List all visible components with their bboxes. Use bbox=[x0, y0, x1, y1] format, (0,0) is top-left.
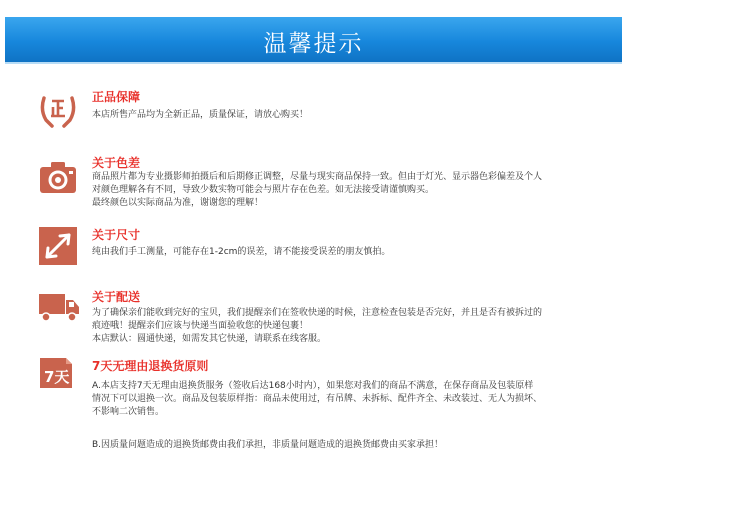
section-size bbox=[38, 226, 638, 270]
section-title: 关于配送 bbox=[92, 290, 141, 304]
section-text: 情况下可以退换一次。商品及包装原样指：商品未使用过，有吊牌、未拆标、配件齐全、未改装过、无人为损坏、 bbox=[92, 394, 543, 404]
section-text: B.因质量问题造成的退换货邮费由我们承担，非质量问题造成的退换货邮费由买家承担！ bbox=[92, 440, 444, 450]
section-text: A.本店支持7天无理由退换货服务（签收后达168小时内），如果您对我们的商品不满意，在保存商品及包装原样 bbox=[92, 381, 534, 391]
truck-icon bbox=[38, 288, 80, 328]
section-text: 纯由我们手工测量，可能存在1-2cm的误差，请不能接受误差的朋友慎拍。 bbox=[92, 247, 391, 257]
genuine-hands-icon bbox=[38, 90, 78, 130]
section-delivery bbox=[38, 288, 638, 350]
section-title: 正品保障 bbox=[92, 90, 141, 104]
section-text: 为了确保亲们能收到完好的宝贝，我们提醒亲们在签收快递的时候，注意检查包装是否完好，并且是否有被拆过的 bbox=[92, 308, 543, 318]
section-text: 本店所售产品均为全新正品，质量保证，请放心购买！ bbox=[92, 110, 309, 120]
seven-days-icon bbox=[38, 354, 74, 390]
section-color bbox=[38, 154, 638, 216]
section-return-policy bbox=[38, 354, 638, 464]
section-text: 最终颜色以实际商品为准，谢谢您的理解！ bbox=[92, 198, 264, 208]
camera-icon bbox=[38, 158, 78, 198]
seven-days-icon-text: 7天 bbox=[44, 368, 70, 386]
section-title: 关于色差 bbox=[92, 156, 141, 170]
section-text: 对颜色理解各有不同，导致少数实物可能会与照片存在色差。如无法接受请谨慎购买。 bbox=[92, 185, 435, 195]
section-title: 关于尺寸 bbox=[92, 228, 141, 242]
section-text: 痕迹哦！提醒亲们应该与快递当面验收您的快递包裹！ bbox=[92, 321, 309, 331]
section-genuine bbox=[38, 88, 638, 128]
section-text: 本店默认：圆通快递，如需发其它快递，请联系在线客服。 bbox=[92, 334, 327, 344]
banner-title: 温馨提示 bbox=[263, 31, 364, 57]
section-text: 商品照片都为专业摄影师拍摄后和后期修正调整，尽量与现实商品保持一致。但由于灯光、显示器色彩偏差及个人 bbox=[92, 172, 543, 182]
ruler-arrow-icon bbox=[38, 226, 78, 266]
header-banner bbox=[5, 17, 622, 64]
section-text: 不影响二次销售。 bbox=[92, 407, 165, 417]
section-title: 7天无理由退换货原则 bbox=[92, 359, 209, 373]
